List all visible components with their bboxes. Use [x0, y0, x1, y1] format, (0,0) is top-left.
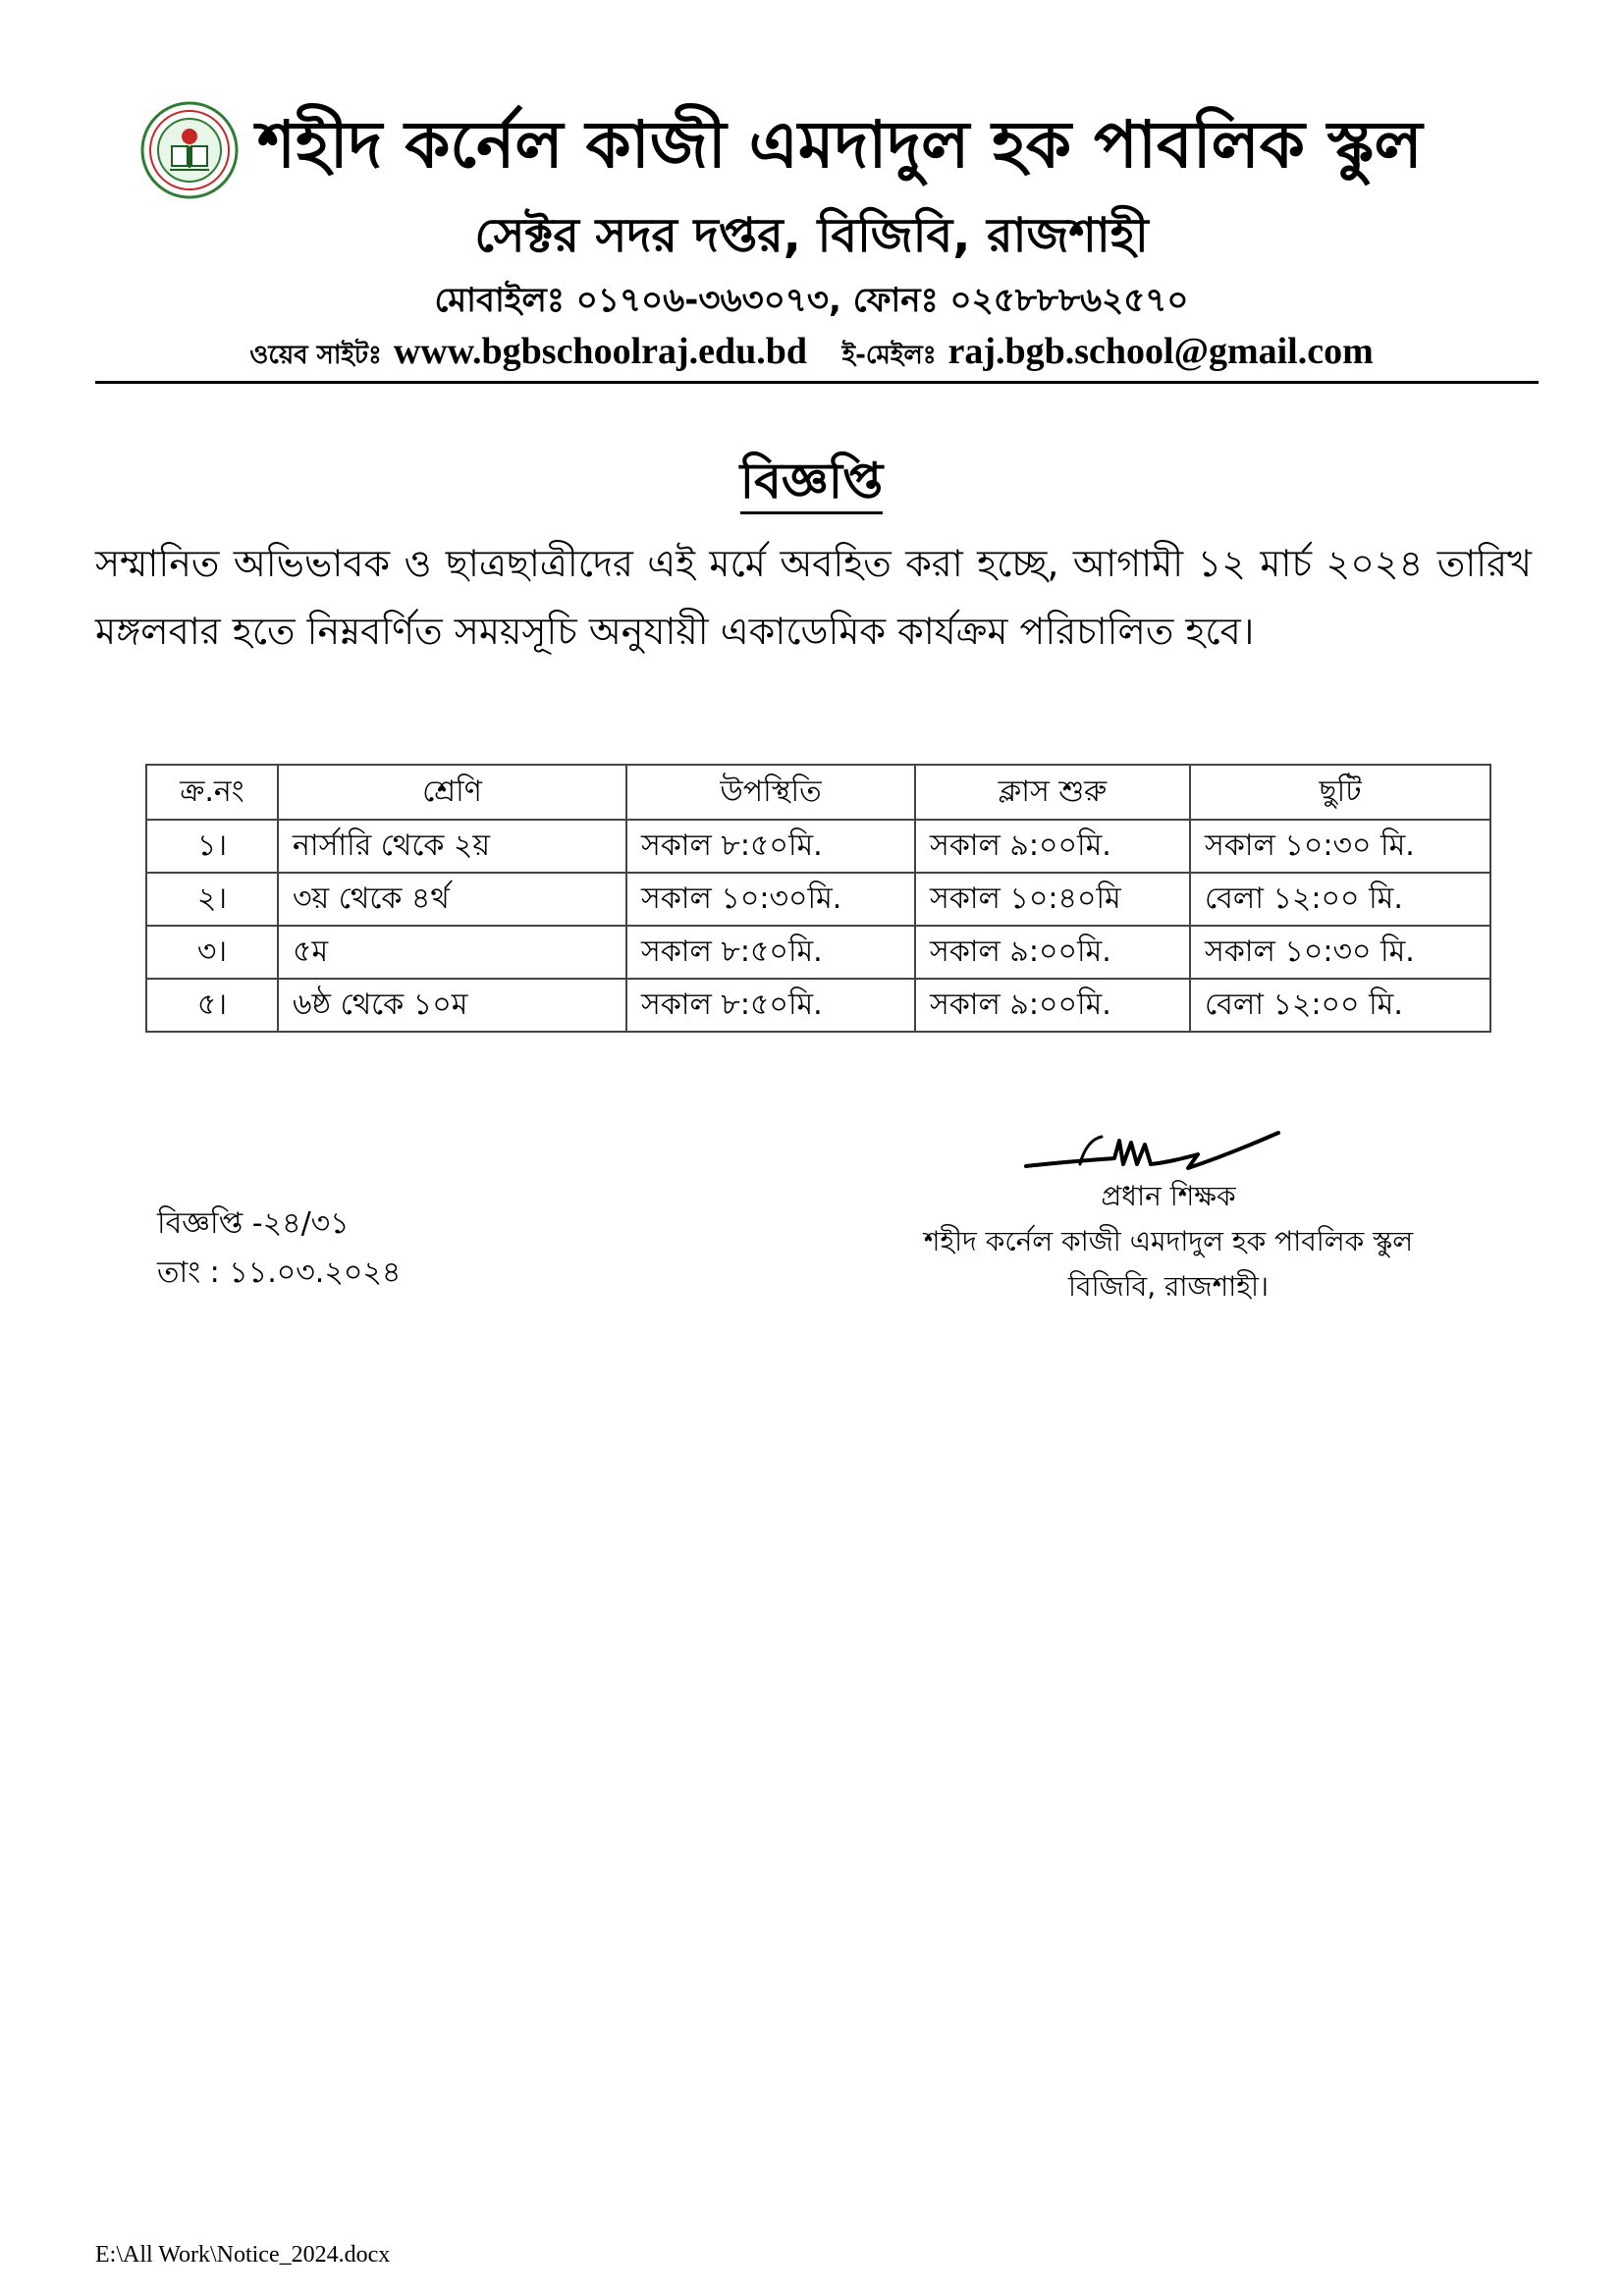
- header-class-start: ক্লাস শুরু: [915, 765, 1190, 820]
- cell-class: ৩য় থেকে ৪র্থ: [278, 873, 626, 926]
- signatory-block: [864, 1174, 1473, 1309]
- header-dismissal: ছুটি: [1190, 765, 1490, 820]
- cell-serial: ৩।: [146, 926, 278, 979]
- school-address: সেক্টর সদর দপ্তর, বিজিবি, রাজশাহী: [474, 208, 1149, 263]
- notice-body: সম্মানিত অভিভাবক ও ছাত্রছাত্রীদের এই মর্মে অবহিত করা হচ্ছে, আগামী ১২ মার্চ ২০২৪ তারিখ মঙ্গলবার হতে নিম্নবর্ণিত সময়সূচি অনুযায়ী একাডেমিক কার্যক্রম পরিচালিত হবে।: [95, 542, 1532, 653]
- email-label: ই-মেইলঃ: [841, 341, 937, 370]
- table-row: [146, 873, 1490, 926]
- schedule-table: [145, 764, 1491, 1033]
- cell-serial: ৫।: [146, 979, 278, 1032]
- website-label: ওয়েব সাইটঃ: [249, 341, 382, 370]
- cell-class-start: সকাল ১০:৪০মি: [915, 873, 1190, 926]
- cell-dismissal: সকাল ১০:৩০ মি.: [1190, 820, 1490, 873]
- table-row: [146, 926, 1490, 979]
- cell-dismissal: বেলা ১২:০০ মি.: [1190, 873, 1490, 926]
- contact-numbers: মোবাইলঃ ০১৭০৬-৩৬৩০৭৩, ফোনঃ ০২৫৮৮৮৬২৫৭০: [434, 281, 1189, 320]
- cell-attendance: সকাল ৮:৫০মি.: [626, 979, 915, 1032]
- cell-dismissal: বেলা ১২:০০ মি.: [1190, 979, 1490, 1032]
- cell-class-start: সকাল ৯:০০মি.: [915, 926, 1190, 979]
- memo-number: বিজ্ঞপ্তি -২৪/৩১: [157, 1206, 350, 1241]
- table-header-row: [146, 765, 1490, 820]
- cell-attendance: সকাল ৮:৫০মি.: [626, 820, 915, 873]
- signatory-place: বিজিবি, রাজশাহী।: [1067, 1270, 1270, 1303]
- header-attendance: উপস্থিতি: [626, 765, 915, 820]
- cell-attendance: সকাল ৮:৫০মি.: [626, 926, 915, 979]
- memo-date: তাং : ১১.০৩.২০২৪: [157, 1255, 402, 1290]
- cell-serial: ১।: [146, 820, 278, 873]
- cell-class: নার্সারি থেকে ২য়: [278, 820, 626, 873]
- school-name: শহীদ কর্নেল কাজী এমদাদুল হক পাবলিক স্কুল: [257, 107, 1423, 183]
- cell-dismissal: সকাল ১০:৩০ মি.: [1190, 926, 1490, 979]
- signatory-title: প্রধান শিক্ষক: [1101, 1180, 1236, 1212]
- cell-class-start: সকাল ৯:০০মি.: [915, 820, 1190, 873]
- cell-attendance: সকাল ১০:৩০মি.: [626, 873, 915, 926]
- website-link[interactable]: www.bgbschoolraj.edu.bd: [393, 331, 808, 372]
- cell-class: ৫ম: [278, 926, 626, 979]
- file-path: E:\All Work\Notice_2024.docx: [95, 2242, 391, 2268]
- notice-title-text: বিজ্ঞপ্তি: [740, 453, 883, 514]
- cell-class-start: সকাল ৯:০০মি.: [915, 979, 1190, 1032]
- email-link[interactable]: raj.bgb.school@gmail.com: [947, 331, 1374, 372]
- cell-serial: ২।: [146, 873, 278, 926]
- table-row: [146, 979, 1490, 1032]
- memo-block: [157, 1200, 401, 1298]
- school-crest-icon: [140, 101, 239, 199]
- cell-class: ৬ষ্ঠ থেকে ১০ম: [278, 979, 626, 1032]
- web-email-line: [0, 326, 1623, 381]
- header-serial: ক্র.নং: [146, 765, 278, 820]
- table-row: [146, 820, 1490, 873]
- notice-title: [0, 444, 1623, 518]
- signatory-organization: শহীদ কর্নেল কাজী এমদাদুল হক পাবলিক স্কুল: [923, 1225, 1414, 1257]
- header-divider: [95, 381, 1539, 384]
- header-class: শ্রেণি: [278, 765, 626, 820]
